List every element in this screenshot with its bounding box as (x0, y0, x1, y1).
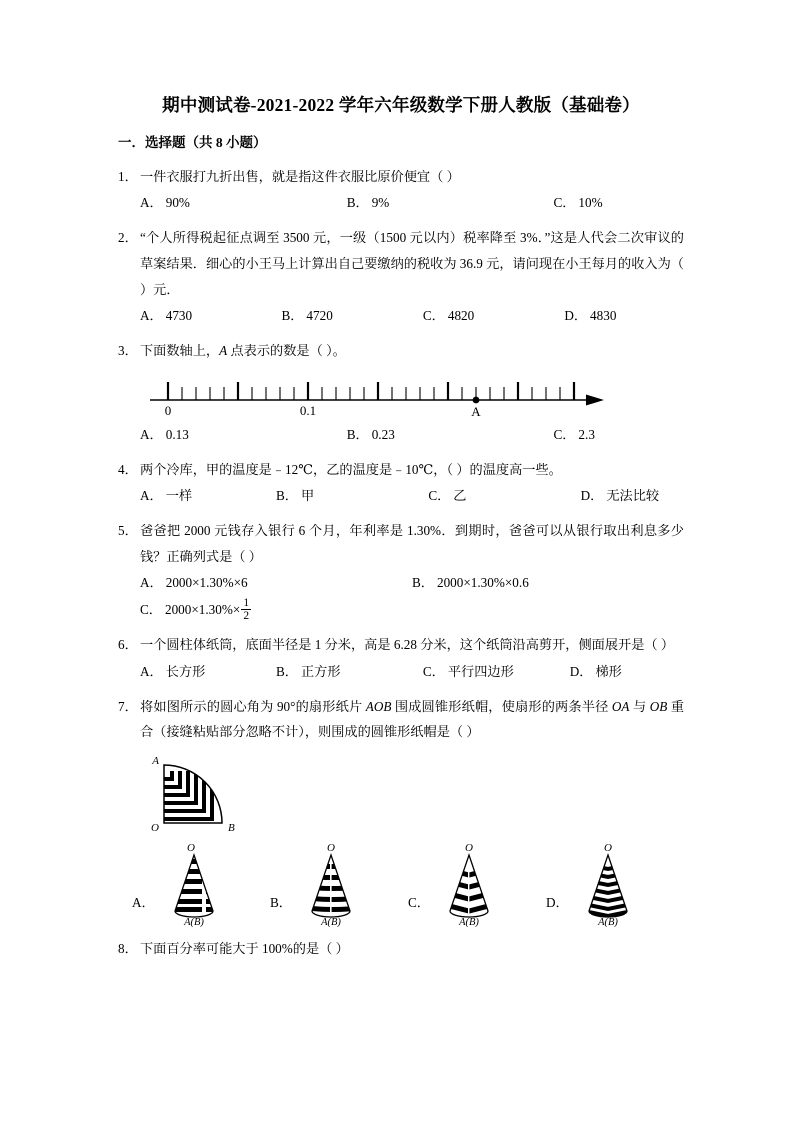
option-3b-value: 0.23 (371, 426, 395, 442)
question-5 (118, 518, 684, 623)
question-5-text (118, 518, 684, 569)
question-1-text (118, 164, 684, 190)
point-a-marker (473, 396, 480, 403)
question-3-body-after: 点表示的数是（ ）。 (227, 343, 346, 359)
question-7-label-ob: OB (649, 698, 668, 714)
sector-stripes (164, 771, 212, 819)
question-4-number: 4． (118, 461, 138, 477)
sector-label-a: A (152, 755, 159, 768)
question-5-number: 5． (118, 522, 138, 538)
question-8-body: 下面百分率可能大于 100%的是（ ） (140, 941, 349, 957)
cone-d-base: A(B) (597, 917, 618, 928)
question-2-options (118, 303, 684, 329)
question-6-options (118, 659, 684, 685)
question-1-number: 1． (118, 168, 138, 184)
option-2c-label: C． (422, 308, 445, 324)
question-3-body-before: 下面数轴上， (140, 343, 220, 359)
fraction-numerator: 1 (243, 597, 250, 610)
option-4d-label: D． (580, 488, 604, 504)
cone-b-svg (298, 841, 370, 927)
option-3a-value: 0.13 (165, 426, 189, 442)
option-4c-value: 乙 (453, 488, 467, 504)
question-8-text (118, 936, 684, 962)
question-2-body: “个人所得税起征点调至 3500 元，一级（1500 元以内）税率降至 3%．”这是人代会二次审议的草案结果．细心的小王马上计算出自己要缴纳的税收为 36.9 元，请问现在小王每月的收入为（ ）元． (140, 230, 684, 297)
option-2d-value: 4830 (590, 308, 617, 324)
cone-option-b[interactable] (270, 841, 408, 927)
option-5c[interactable] (140, 597, 412, 623)
question-3 (118, 338, 684, 447)
cone-option-d[interactable] (546, 841, 684, 927)
option-6d-label: D． (569, 663, 593, 679)
question-3-number: 3． (118, 343, 138, 359)
option-1c[interactable] (553, 190, 602, 216)
question-2 (118, 225, 684, 329)
option-6a-label: A． (140, 663, 163, 679)
sector-aob-svg (150, 753, 258, 835)
question-7-cone-options (132, 841, 684, 927)
numline-label-0: 0 (164, 402, 172, 418)
option-5b-label: B． (412, 575, 434, 591)
option-2a-value: 4730 (165, 308, 193, 324)
option-3c-value: 2.3 (578, 426, 595, 442)
option-4a-label: A． (140, 488, 163, 504)
question-7-part2: 围成圆锥形纸帽，使扇形的两条半径 (391, 698, 612, 714)
question-7-number: 7． (118, 698, 138, 714)
option-2b[interactable] (281, 303, 422, 329)
option-1c-label: C． (553, 195, 576, 211)
option-2c-value: 4820 (447, 308, 475, 324)
cone-b-apex: O (327, 842, 335, 855)
sector-label-b: B (228, 822, 235, 835)
question-1-body: 一件衣服打九折出售，就是指这件衣服比原价便宜（ ） (140, 168, 460, 184)
option-5c-value: 2000×1.30%× (164, 602, 241, 618)
option-5b[interactable] (412, 570, 684, 596)
option-1a[interactable] (140, 190, 347, 216)
page-content (118, 94, 684, 971)
number-line-svg (146, 370, 616, 418)
option-5b-value: 2000×1.30%×0.6 (436, 575, 529, 591)
option-5a[interactable] (140, 570, 412, 596)
fraction-denominator: 2 (243, 610, 250, 623)
cone-option-c[interactable] (408, 841, 546, 927)
option-4c-label: C． (428, 488, 451, 504)
question-6-text (118, 632, 684, 658)
question-6-body: 一个圆柱体纸筒，底面半径是 1 分米，高是 6.28 分米，这个纸筒沿高剪开，侧面展开是（ ） (140, 637, 675, 653)
cone-d-apex: O (603, 842, 612, 855)
option-1a-label: A． (140, 195, 163, 211)
cone-option-b-label: B． (270, 894, 292, 910)
question-2-number: 2． (118, 230, 138, 246)
option-3b[interactable] (347, 422, 554, 448)
question-6-number: 6． (118, 637, 138, 653)
numline-label-01: 0.1 (299, 402, 317, 418)
option-2a[interactable] (140, 303, 281, 329)
question-5-options-row1 (118, 570, 684, 596)
option-5c-fraction (241, 597, 251, 622)
cone-c-svg (436, 841, 508, 927)
question-7 (118, 694, 684, 927)
option-3c-label: C． (553, 426, 576, 442)
option-2c[interactable] (423, 303, 564, 329)
option-4b[interactable] (276, 483, 428, 509)
question-3-text (118, 338, 684, 364)
option-6c-label: C． (422, 663, 445, 679)
option-4a[interactable] (140, 483, 276, 509)
option-2d-label: D． (564, 308, 588, 324)
question-7-part3: 与 (629, 698, 650, 714)
option-2b-label: B． (281, 308, 304, 324)
option-2a-label: A． (140, 308, 163, 324)
cone-c-base: A(B) (459, 917, 479, 928)
question-5-options-row2 (118, 597, 684, 623)
option-6c[interactable] (423, 659, 570, 685)
page-title: 期中测试卷-2021-2022 学年六年级数学下册人教版（基础卷） (162, 95, 640, 115)
sector-label-o: O (151, 822, 159, 835)
question-5-body: 爸爸把 2000 元钱存入银行 6 个月，年利率是 1.30%．到期时，爸爸可以从银行取出利息多少钱？正确列式是（ ） (140, 522, 684, 564)
option-1b-value: 9% (371, 195, 390, 211)
question-4 (118, 457, 684, 509)
option-1b[interactable] (347, 190, 554, 216)
option-4b-label: B． (276, 488, 298, 504)
option-6b-value: 正方形 (300, 663, 341, 679)
option-1c-value: 10% (578, 195, 603, 211)
cone-option-a-label: A． (132, 894, 155, 910)
option-6d-value: 梯形 (595, 663, 622, 679)
question-6 (118, 632, 684, 684)
option-5a-label: A． (140, 575, 163, 591)
option-2b-value: 4720 (306, 308, 333, 324)
option-3a[interactable] (140, 422, 347, 448)
option-4d-value: 无法比较 (606, 488, 660, 504)
cone-c-apex: O (465, 842, 473, 855)
question-4-options (118, 483, 684, 509)
question-3-options (118, 422, 684, 448)
option-6b-label: B． (276, 663, 298, 679)
option-1a-value: 90% (165, 195, 190, 211)
sector-aob-figure (150, 753, 684, 835)
question-2-text (118, 225, 684, 302)
option-5c-label: C． (140, 602, 162, 618)
cone-a-apex: O (186, 842, 195, 855)
question-7-label-oa: OA (611, 698, 630, 714)
section-heading: 一．选择题（共 8 小题） (118, 134, 267, 150)
question-7-part4: 重合（接缝粘贴部分忽略不计），则围成的圆锥形纸帽是（ ） (140, 698, 685, 740)
option-6a[interactable] (140, 659, 276, 685)
question-7-label-aob: AOB (365, 698, 392, 714)
cone-a-svg (161, 841, 233, 927)
question-1-options (118, 190, 684, 216)
cone-option-d-label: D． (546, 894, 569, 910)
number-line-figure (146, 370, 684, 418)
question-8 (118, 936, 684, 962)
cone-d-svg (575, 841, 647, 927)
option-4d[interactable] (581, 483, 659, 509)
option-4c[interactable] (428, 483, 580, 509)
option-3c[interactable] (553, 422, 594, 448)
option-5a-value: 2000×1.30%×6 (165, 575, 248, 591)
question-7-part1: 将如图所示的圆心角为 90°的扇形纸片 (140, 698, 366, 714)
numline-label-a: A (471, 403, 481, 418)
cone-b-base: A(B) (321, 917, 341, 928)
option-6b[interactable] (276, 659, 423, 685)
option-6c-value: 平行四边形 (447, 663, 514, 679)
question-4-text (118, 457, 684, 483)
cone-option-a[interactable] (132, 841, 270, 927)
question-7-text (118, 694, 684, 745)
option-4a-value: 一样 (165, 488, 193, 504)
question-4-body: 两个冷库，甲的温度是﹣12℃，乙的温度是﹣10℃，（ ）的温度高一些。 (140, 461, 562, 477)
option-3b-label: B． (346, 426, 369, 442)
option-6d[interactable] (570, 659, 622, 685)
option-4b-value: 甲 (300, 488, 315, 504)
cone-option-c-label: C． (408, 894, 430, 910)
question-8-number: 8． (118, 941, 138, 957)
option-2d[interactable] (564, 303, 616, 329)
question-3-point-label: A (219, 343, 228, 359)
option-6a-value: 长方形 (165, 663, 206, 679)
cone-a-base: A(B) (183, 917, 204, 928)
question-1 (118, 164, 684, 216)
option-1b-label: B． (346, 195, 369, 211)
option-3a-label: A． (140, 426, 163, 442)
